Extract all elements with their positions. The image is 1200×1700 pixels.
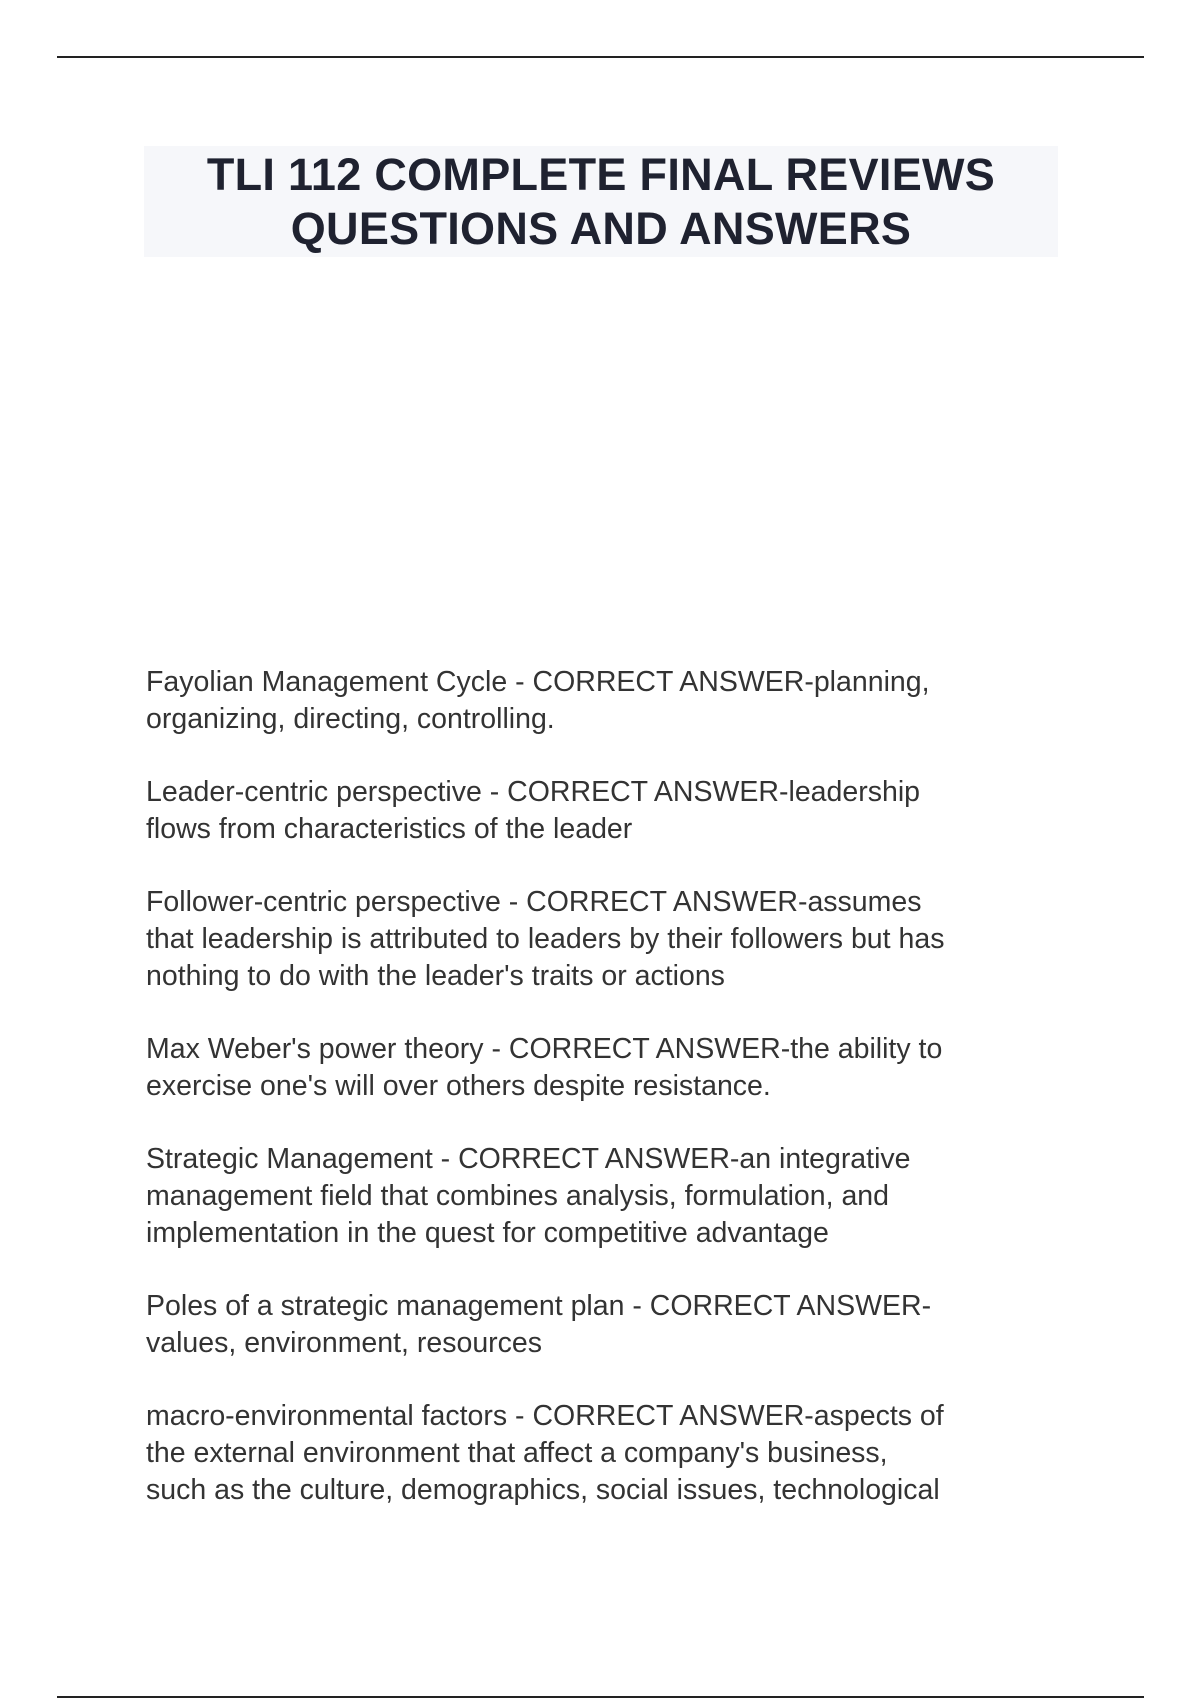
qa-entry-follower-centric <box>146 884 1066 995</box>
qa-entry-macro-environmental <box>146 1398 1066 1509</box>
qa-list <box>146 664 1066 1545</box>
title-line-1: TLI 112 COMPLETE FINAL REVIEWS <box>206 148 996 200</box>
title-line-2: QUESTIONS AND ANSWERS <box>290 202 912 254</box>
entry-line: such as the culture, demographics, social issues, technological <box>146 1474 940 1506</box>
entry-line: Fayolian Management Cycle - CORRECT ANSWER-planning, <box>146 666 930 698</box>
entry-line: the external environment that affect a company's business, <box>146 1437 888 1469</box>
header-rule <box>57 56 1144 58</box>
entry-line: Strategic Management - CORRECT ANSWER-an integrative <box>146 1143 911 1175</box>
qa-entry-leader-centric <box>146 774 1066 848</box>
title-banner <box>144 146 1058 257</box>
entry-line: that leadership is attributed to leaders by their followers but has <box>146 923 945 955</box>
entry-line: implementation in the quest for competitive advantage <box>146 1217 829 1249</box>
qa-entry-poles <box>146 1288 1066 1362</box>
entry-line: organizing, directing, controlling. <box>146 703 555 735</box>
entry-line: values, environment, resources <box>146 1327 543 1359</box>
footer-rule <box>57 1696 1144 1698</box>
qa-entry-weber <box>146 1031 1066 1105</box>
entry-line: Leader-centric perspective - CORRECT ANSWER-leadership <box>146 776 920 808</box>
entry-line: flows from characteristics of the leader <box>146 813 633 845</box>
entry-line: macro-environmental factors - CORRECT ANSWER-aspects of <box>146 1400 944 1432</box>
entry-line: Max Weber's power theory - CORRECT ANSWER-the ability to <box>146 1033 943 1065</box>
document-title <box>207 148 995 256</box>
qa-entry-fayolian <box>146 664 1066 738</box>
entry-line: Follower-centric perspective - CORRECT ANSWER-assumes <box>146 886 922 918</box>
entry-line: nothing to do with the leader's traits or actions <box>146 960 725 992</box>
qa-entry-strategic-management <box>146 1141 1066 1252</box>
entry-line: exercise one's will over others despite resistance. <box>146 1070 771 1102</box>
entry-line: Poles of a strategic management plan - CORRECT ANSWER- <box>146 1290 932 1322</box>
entry-line: management field that combines analysis, formulation, and <box>146 1180 889 1212</box>
